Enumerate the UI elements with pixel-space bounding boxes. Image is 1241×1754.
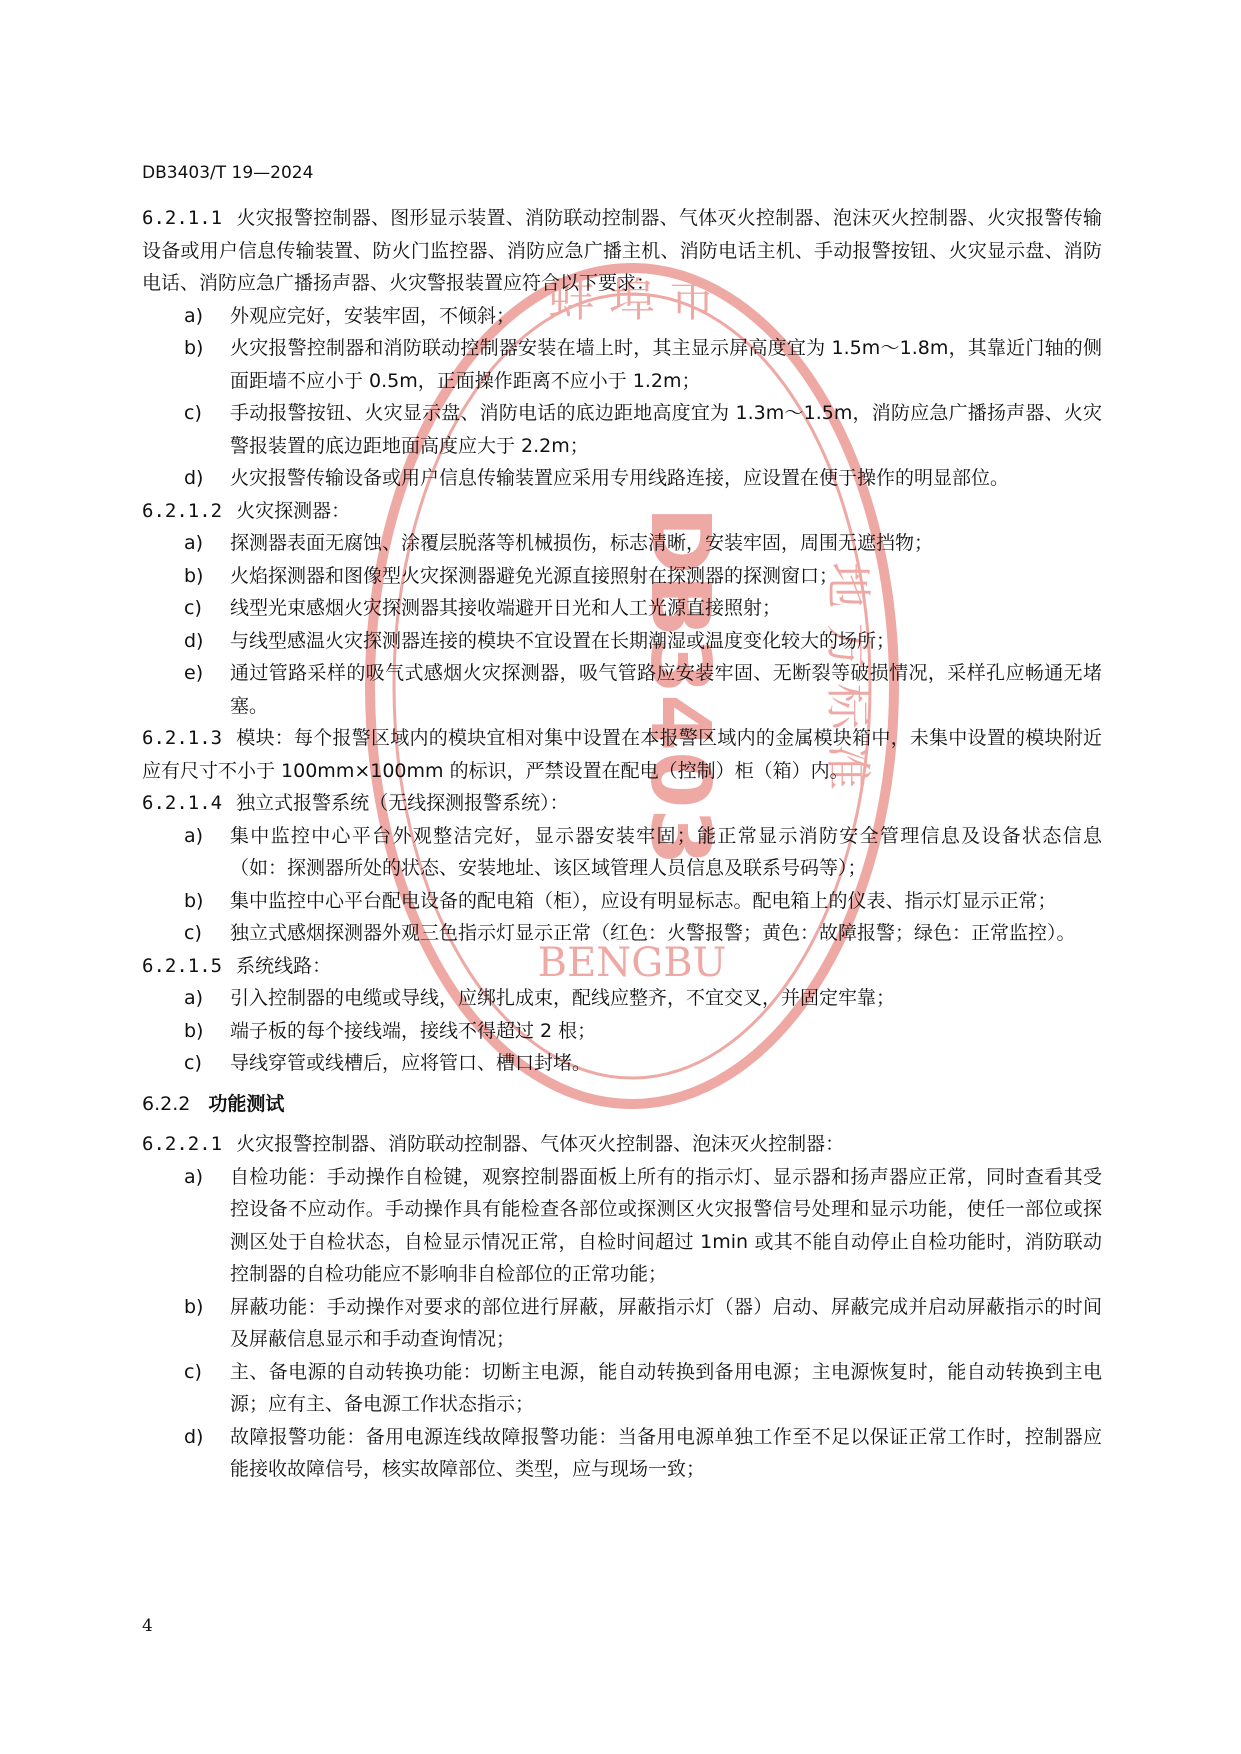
- list-item: c) 线型光束感烟火灾探测器其接收端避开日光和人工光源直接照射；: [184, 597, 782, 619]
- subsection-heading: [142, 1088, 1102, 1121]
- clause-text: 火灾报警控制器、图形显示装置、消防联动控制器、气体灭火控制器、泡沫灭火控制器、火灾报警传输设备或用户信息传输装置、防火门监控器、消防应急广播主机、消防电话主机、手动报警按钮、火灾显示盘、消防电话、消防应急广播扬声器、火灾警报装置应符合以下要求：: [142, 207, 1102, 294]
- svg-text:BENGBU: BENGBU: [537, 940, 727, 986]
- clause-text: 系统线路：: [236, 954, 332, 977]
- list-item: d) 火灾报警传输设备或用户信息传输装置应采用专用线路连接，应设置在便于操作的明显部位。: [184, 467, 1010, 489]
- seal-center-text: DB3403: [632, 506, 727, 866]
- document-body: [142, 202, 1102, 1486]
- list-item: b) 端子板的每个接线端，接线不得超过 2 根；: [184, 1019, 597, 1042]
- list-item: c) 独立式感烟探测器外观三色指示灯显示正常（红色：火警报警；黄色：故障报警；绿色：正常监控）。: [184, 922, 1076, 944]
- list-item: a) 自检功能：手动操作自检键，观察控制器面板上所有的指示灯、显示器和扬声器应正常，同时查看其受控设备不应动作。手动操作具有能检查各部位或探测区火灾报警信号处理和显示功能，使任一部位或探测区处于自检状态，自检显示情况正常，自检时间超过 1min 或其不能自动停止自检功能时，消防联动控制器的自检功能应不影响非自检部位的正常功能；: [184, 1165, 1102, 1285]
- clause-6-2-1-1: [142, 202, 1102, 300]
- list-item: a) 集中监控中心平台外观整洁完好，显示器安装牢固；能正常显示消防安全管理信息及设备状态信息（如：探测器所处的状态、安装地址、该区域管理人员信息及联系号码等）；: [184, 824, 1102, 879]
- list-item: a) 探测器表面无腐蚀、涂覆层脱落等机械损伤，标志清晰，安装牢固，周围无遮挡物；: [184, 532, 934, 554]
- list-item: d) 故障报警功能：备用电源连线故障报警功能：当备用电源单独工作至不足以保证正常工作时，控制器应能接收故障信号，核实故障部位、类型，应与现场一致；: [184, 1425, 1102, 1480]
- clause-6-2-1-3: [142, 722, 1102, 787]
- svg-text:蚌 埠 市: 蚌 埠 市: [548, 273, 716, 327]
- clause-number: 6.2.1.4: [142, 792, 223, 814]
- list-item: a) 外观应完好，安装牢固，不倾斜；: [184, 304, 516, 327]
- list-item: b) 火焰探测器和图像型火灾探测器避免光源直接照射在探测器的探测窗口；: [184, 564, 839, 587]
- list-item: b) 火灾报警控制器和消防联动控制器安装在墙上时，其主显示屏高度宜为 1.5m～1.8m，其靠近门轴的侧面距墙不应小于 0.5m，正面操作距离不应小于 1.2m；: [184, 337, 1102, 392]
- document-code: DB3403/T 19—2024: [142, 163, 314, 183]
- clause-6-2-1-5: [142, 950, 1102, 983]
- clause-number: 6.2.1.1: [142, 207, 223, 229]
- clause-number: 6.2.1.2: [142, 499, 223, 522]
- subsection-title: 功能测试: [208, 1092, 285, 1115]
- clause-text: 火灾探测器：: [236, 499, 351, 522]
- list-item: e) 通过管路采样的吸气式感烟火灾探测器，吸气管路应安装牢固、无断裂等破损情况，采样孔应畅通无堵塞。: [184, 662, 1102, 717]
- list-item: b) 集中监控中心平台配电设备的配电箱（柜），应设有明显标志。配电箱上的仪表、指示灯显示正常；: [184, 889, 1057, 912]
- clause-6-2-1-2: [142, 495, 1102, 528]
- clause-6-2-2-1: [142, 1128, 1102, 1161]
- list-item: c) 导线穿管或线槽后，应将管口、槽口封堵。: [184, 1052, 592, 1074]
- clause-text: 火灾报警控制器、消防联动控制器、气体灭火控制器、泡沫灭火控制器：: [236, 1133, 845, 1155]
- page-number: 4: [142, 1616, 153, 1636]
- clause-text: 独立式报警系统（无线探测报警系统）：: [236, 792, 569, 814]
- list-item: b) 屏蔽功能：手动操作对要求的部位进行屏蔽，屏蔽指示灯（器）启动、屏蔽完成并启动屏蔽指示的时间及屏蔽信息显示和手动查询情况；: [184, 1295, 1102, 1350]
- clause-number: 6.2.2.1: [142, 1133, 223, 1155]
- clause-6-2-1-4: [142, 787, 1102, 820]
- list-item: a) 引入控制器的电缆或导线，应绑扎成束，配线应整齐，不宜交叉，并固定牢靠；: [184, 987, 896, 1009]
- list-item: c) 手动报警按钮、火灾显示盘、消防电话的底边距地高度宜为 1.3m～1.5m，消防应急广播扬声器、火灾警报装置的底边距地面高度应大于 2.2m；: [184, 402, 1102, 457]
- clause-text: 模块：每个报警区域内的模块宜相对集中设置在本报警区域内的金属模块箱中，未集中设置的模块附近应有尺寸不小于 100mm×100mm 的标识，严禁设置在配电（控制）柜（箱）内。: [142, 727, 1102, 782]
- list-item: d) 与线型感温火灾探测器连接的模块不宜设置在长期潮湿或温度变化较大的场所；: [184, 629, 896, 652]
- subsection-number: 6.2.2: [142, 1092, 191, 1115]
- clause-number: 6.2.1.5: [142, 954, 223, 977]
- clause-number: 6.2.1.3: [142, 727, 223, 749]
- svg-text:地 方 标 准: 地 方 标 准: [821, 562, 875, 790]
- list-item: c) 主、备电源的自动转换功能：切断主电源，能自动转换到备用电源；主电源恢复时，能自动转换到主电源；应有主、备电源工作状态指示；: [184, 1360, 1102, 1415]
